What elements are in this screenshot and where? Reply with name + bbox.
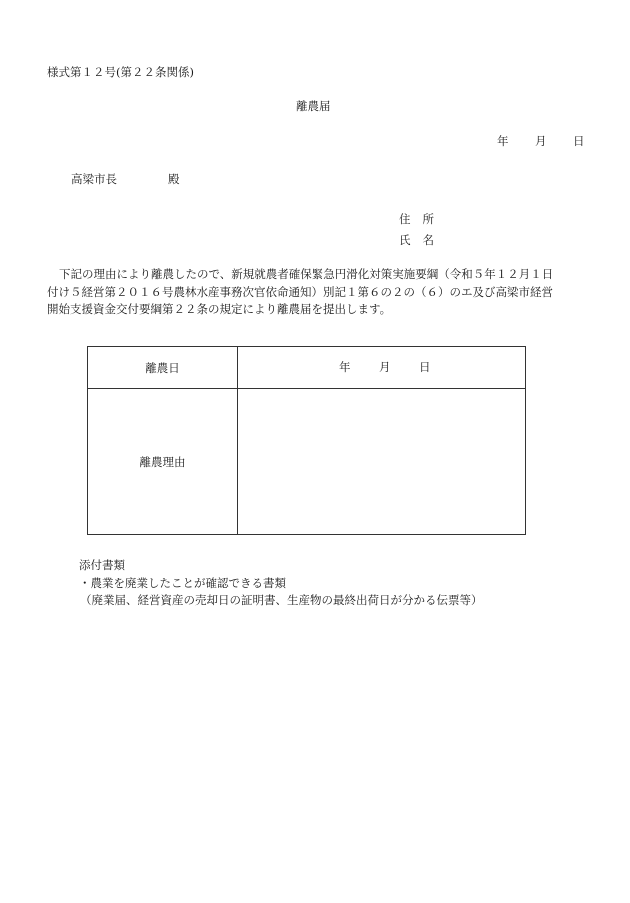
address-label-char-1: 住 xyxy=(399,212,411,226)
date-day-label: 日 xyxy=(573,134,585,148)
attachments-note: （廃業届、経営資産の売却日の証明書、生産物の最終出荷日が分かる伝票等） xyxy=(80,593,483,607)
withdrawal-day-label: 日 xyxy=(419,360,431,374)
withdrawal-reason-label: 離農理由 xyxy=(139,454,186,469)
attachments-heading: 添付書類 xyxy=(79,558,125,572)
body-line-2: 付け５経営第２０１６号農林水産事務次官依命通知）別記１第６の２の（６）のエ及び高梁市経営 xyxy=(47,284,553,299)
address-label-char-2: 所 xyxy=(422,212,434,226)
withdrawal-reason-field[interactable] xyxy=(238,389,525,534)
name-label-char-1: 氏 xyxy=(399,233,411,247)
date-month-label: 月 xyxy=(535,134,547,148)
withdrawal-date-label-cell xyxy=(88,347,237,388)
name-label xyxy=(399,235,434,247)
document-title: 離農届 xyxy=(296,99,331,113)
withdrawal-year-label: 年 xyxy=(339,360,351,374)
date-year-label: 年 xyxy=(497,134,509,148)
address-label xyxy=(399,214,434,226)
body-line-3: 開始支援資金交付要綱第２２条の規定により離農届を提出します。 xyxy=(47,302,392,316)
body-paragraph xyxy=(47,266,588,319)
addressee-honorific: 殿 xyxy=(168,172,180,186)
submission-date xyxy=(497,136,593,148)
withdrawal-date-label: 離農日 xyxy=(145,360,180,375)
name-label-char-2: 名 xyxy=(422,233,434,247)
form-number: 様式第１２号(第２２条関係) xyxy=(47,65,194,79)
addressee-name: 高梁市長 xyxy=(71,172,117,186)
withdrawal-table xyxy=(87,346,526,535)
attachments-item: ・農業を廃業したことが確認できる書類 xyxy=(79,576,286,590)
withdrawal-month-label: 月 xyxy=(379,360,391,374)
body-line-1: 下記の理由により離農したので、新規就農者確保緊急円滑化対策実施要綱（令和５年１２月１日 xyxy=(59,267,554,281)
withdrawal-date-field[interactable] xyxy=(238,347,525,388)
withdrawal-reason-label-cell xyxy=(88,389,237,534)
